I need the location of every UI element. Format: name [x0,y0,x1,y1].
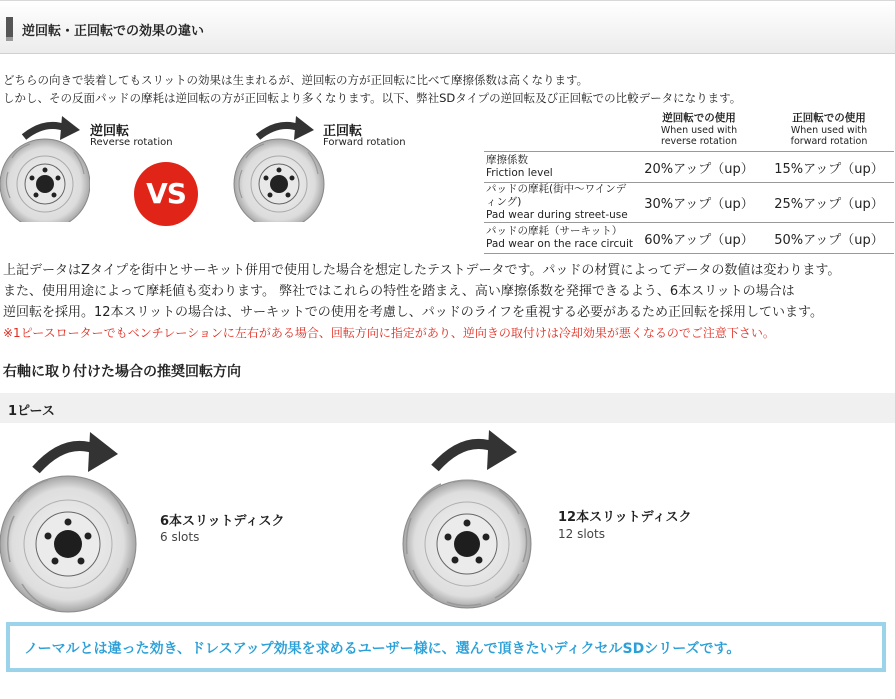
reverse-rotation-title: 逆回転 [90,124,130,139]
header-en-1: When used with [660,125,738,136]
header-en-1: When used with [790,125,868,136]
row-label [484,183,634,223]
header-en-2: forward rotation [790,136,868,147]
row-label-en: Pad wear during street-use [486,209,628,221]
row-label-jp: パッドの摩耗(街中～ワインディング) [486,183,627,208]
forward-value: 50%アップ（up） [764,223,894,254]
header-title: 逆回転・正回転での効果の違い [22,24,205,39]
reverse-rotation-disc-image [0,112,90,222]
table-row [484,152,894,183]
header-jp: 逆回転での使用 [662,112,736,124]
six-slot-disc-image [0,428,160,616]
table-header-blank [484,110,634,152]
header-en-2: reverse rotation [661,136,737,147]
table-header-forward [764,110,894,152]
header-marker-tip [6,37,13,41]
paragraph-line-1: 上記データはZタイプを街中とサーキット併用で使用した場合を想定したテストデータです。パッドの材質によってデータの数値は変わります。 [3,263,841,278]
forward-rotation-title: 正回転 [323,124,363,139]
reverse-value: 30%アップ（up） [634,183,764,223]
twelve-slot-disc-image [395,428,555,616]
piece-band [0,393,895,423]
twelve-slot-title: 12本スリットディスク [558,510,692,525]
header-marker [6,17,13,37]
header-jp: 正回転での使用 [792,112,866,124]
paragraph-line-3: 逆回転を採用。12本スリットの場合は、サーキットでの使用を考慮し、パッドのライフを重視する必要があるため正回転を採用しています。 [3,305,823,320]
six-slot-title: 6本スリットディスク [160,514,285,529]
section-title: 右軸に取り付けた場合の推奨回転方向 [3,364,241,380]
row-label [484,223,634,254]
forward-rotation-disc-image [232,112,328,222]
forward-value: 25%アップ（up） [764,183,894,223]
reverse-rotation-subtitle: Reverse rotation [90,137,173,148]
row-label-jp: パッドの摩耗（サーキット） [486,225,623,237]
forward-rotation-subtitle: Forward rotation [323,137,406,148]
comparison-table [484,110,894,254]
vs-badge: VS [134,162,198,226]
twelve-slot-subtitle: 12 slots [558,527,605,541]
forward-value: 15%アップ（up） [764,152,894,183]
row-label-en: Pad wear on the race circuit [486,238,633,250]
intro-line-2: しかし、その反面パッドの摩耗は逆回転の方が正回転より多くなります。以下、弊社SDタイプの逆回転及び正回転での比較データになります。 [3,91,742,105]
caution-note: ※1ピースローターでもベンチレーションに左右がある場合、回転方向に指定があり、逆向きの取付けは冷却効果が悪くなるのでご注意下さい。 [3,326,775,340]
paragraph-line-2: また、使用用途によって摩耗値も変わります。 弊社ではこれらの特性を踏まえ、高い摩擦係数を発揮できるよう、6本スリットの場合は [3,284,795,299]
table-header-row [484,110,894,152]
six-slot-subtitle: 6 slots [160,530,200,544]
row-label-jp: 摩擦係数 [486,154,528,166]
reverse-value: 60%アップ（up） [634,223,764,254]
table-row [484,183,894,223]
piece-band-label: 1ピース [8,404,55,419]
table-header-reverse [634,110,764,152]
intro-line-1: どちらの向きで装着してもスリットの効果は生まれるが、逆回転の方が正回転に比べて摩擦係数は高くなります。 [3,73,589,87]
promo-banner-text: ノーマルとは違った効き、ドレスアップ効果を求めるユーザー様に、選んで頂きたいディクセルSDシリーズです。 [24,641,741,657]
reverse-value: 20%アップ（up） [634,152,764,183]
row-label-en: Friction level [486,167,553,179]
table-row [484,223,894,254]
row-label [484,152,634,183]
